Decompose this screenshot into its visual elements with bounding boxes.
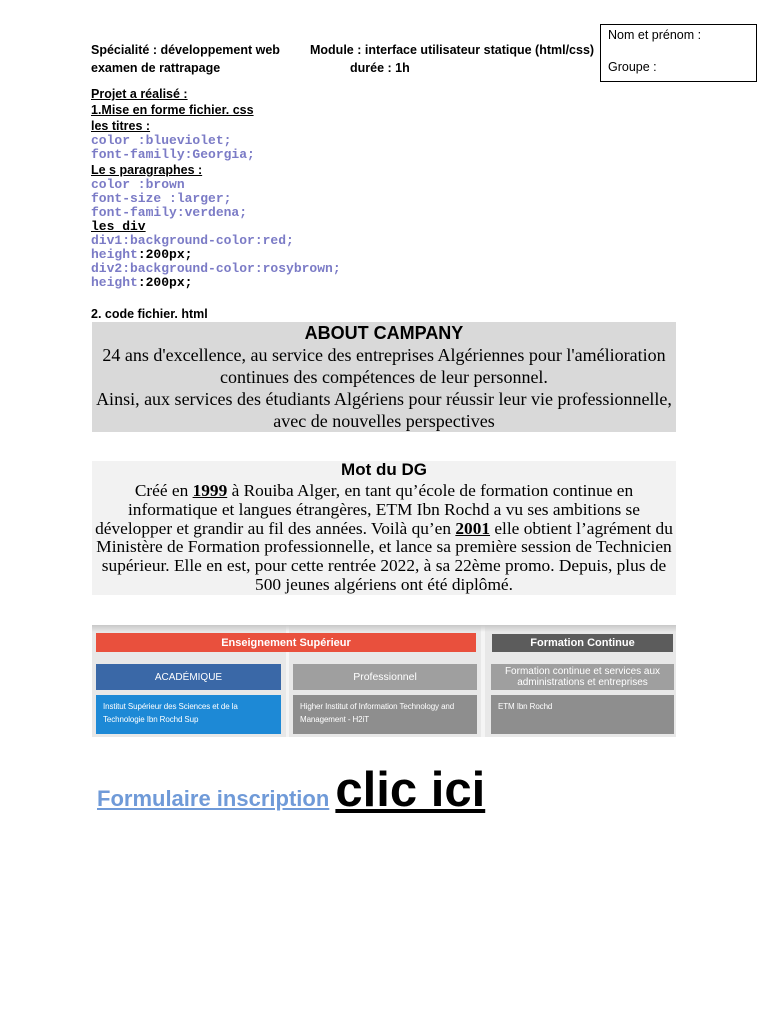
professional-box: Professionnel — [293, 664, 477, 690]
project-instructions — [91, 86, 341, 290]
div1-height-rule — [91, 248, 341, 262]
css-step-heading: 1.Mise en forme fichier. css — [91, 103, 254, 117]
academic-box: ACADÉMIQUE — [96, 664, 281, 690]
about-title: ABOUT CAMPANY — [304, 323, 464, 343]
paragraphs-label: Le s paragraphes : — [91, 163, 203, 177]
dg-message-text — [92, 482, 676, 595]
div2-height-value: :200px; — [137, 275, 193, 290]
about-paragraph: Ainsi, aux services des étudiants Algériens pour réussir leur vie professionnelle, avec de nouvelles perspectives — [96, 389, 672, 431]
dg-message-section — [92, 461, 676, 595]
html-step-heading: 2. code fichier. html — [91, 307, 208, 321]
module-label: Module : interface utilisateur statique (html/css) — [310, 43, 595, 57]
titles-color-rule: color :blueviolet; — [91, 133, 232, 148]
group-field-label: Groupe : — [608, 60, 657, 74]
about-section — [92, 322, 676, 432]
divs-label: les div — [91, 219, 146, 234]
div2-background-rule: div2:background-color:rosybrown; — [91, 261, 341, 276]
academic-institute-box: Institut Supérieur des Sciences et de la Technologie Ibn Rochd Sup — [96, 695, 281, 734]
div2-height-rule — [91, 276, 341, 290]
duration-label: durée : 1h — [350, 61, 410, 75]
professional-institute-box: Higher Institut of Information Technology and Management - H2iT — [293, 695, 477, 734]
titles-label: les titres : — [91, 119, 151, 133]
div1-background-rule: div1:background-color:red; — [91, 233, 294, 248]
click-here-link[interactable]: clic ici — [335, 763, 486, 817]
org-chart-top-shadow — [92, 625, 676, 632]
titles-font-rule: font-familly:Georgia; — [91, 147, 255, 162]
dg-text-part: Créé en — [134, 481, 193, 500]
specialty-label: Spécialité : développement web — [91, 43, 280, 57]
continuing-education-banner: Formation Continue — [492, 634, 673, 652]
about-paragraph: 24 ans d'excellence, au service des entreprises Algériennes pour l'amélioration continues des compétences de leur personnel. — [102, 345, 666, 387]
paragraphs-size-rule: font-size :larger; — [91, 191, 232, 206]
exam-session-label: examen de rattrapage — [91, 61, 221, 75]
paragraphs-color-rule: color :brown — [91, 177, 185, 192]
accreditation-year: 2001 — [455, 518, 491, 538]
signup-line — [97, 762, 485, 827]
div1-height-value: :200px; — [137, 247, 193, 262]
founding-year: 1999 — [192, 481, 228, 500]
continuing-services-box: Formation continue et services aux administrations et entreprises — [491, 664, 674, 690]
dg-text-part: à Rouiba Alger, en tant qu’école de formation continue en informatique et langues étrangères, ETM Ibn Rochd a vu ses ambitions se développer et grandir au fil des années. Voilà qu’en — [95, 481, 640, 538]
name-field-label: Nom et prénom : — [608, 28, 702, 42]
div1-height-property: height — [91, 247, 138, 262]
continuing-institute-box: ETM Ibn Rochd — [491, 695, 674, 734]
div2-height-property: height — [91, 275, 138, 290]
dg-message-title: Mot du DG — [341, 460, 427, 479]
higher-education-banner: Enseignement Supérieur — [96, 633, 476, 652]
org-chart-image — [92, 625, 676, 737]
project-heading: Projet a réalisé : — [91, 87, 188, 101]
student-identity-box — [600, 24, 757, 82]
signup-form-link[interactable]: Formulaire inscription — [97, 786, 330, 811]
paragraphs-font-rule: font-family:verdena; — [91, 205, 248, 220]
dg-text-part: elle obtient l’agrément du Ministère de Formation professionnelle, et lance sa première session de Technicien supérieur. Elle en est, pour cette rentrée 2022, à sa 22ème promo. Depuis, plus de 500 jeunes algériens ont été diplômé. — [96, 518, 673, 594]
